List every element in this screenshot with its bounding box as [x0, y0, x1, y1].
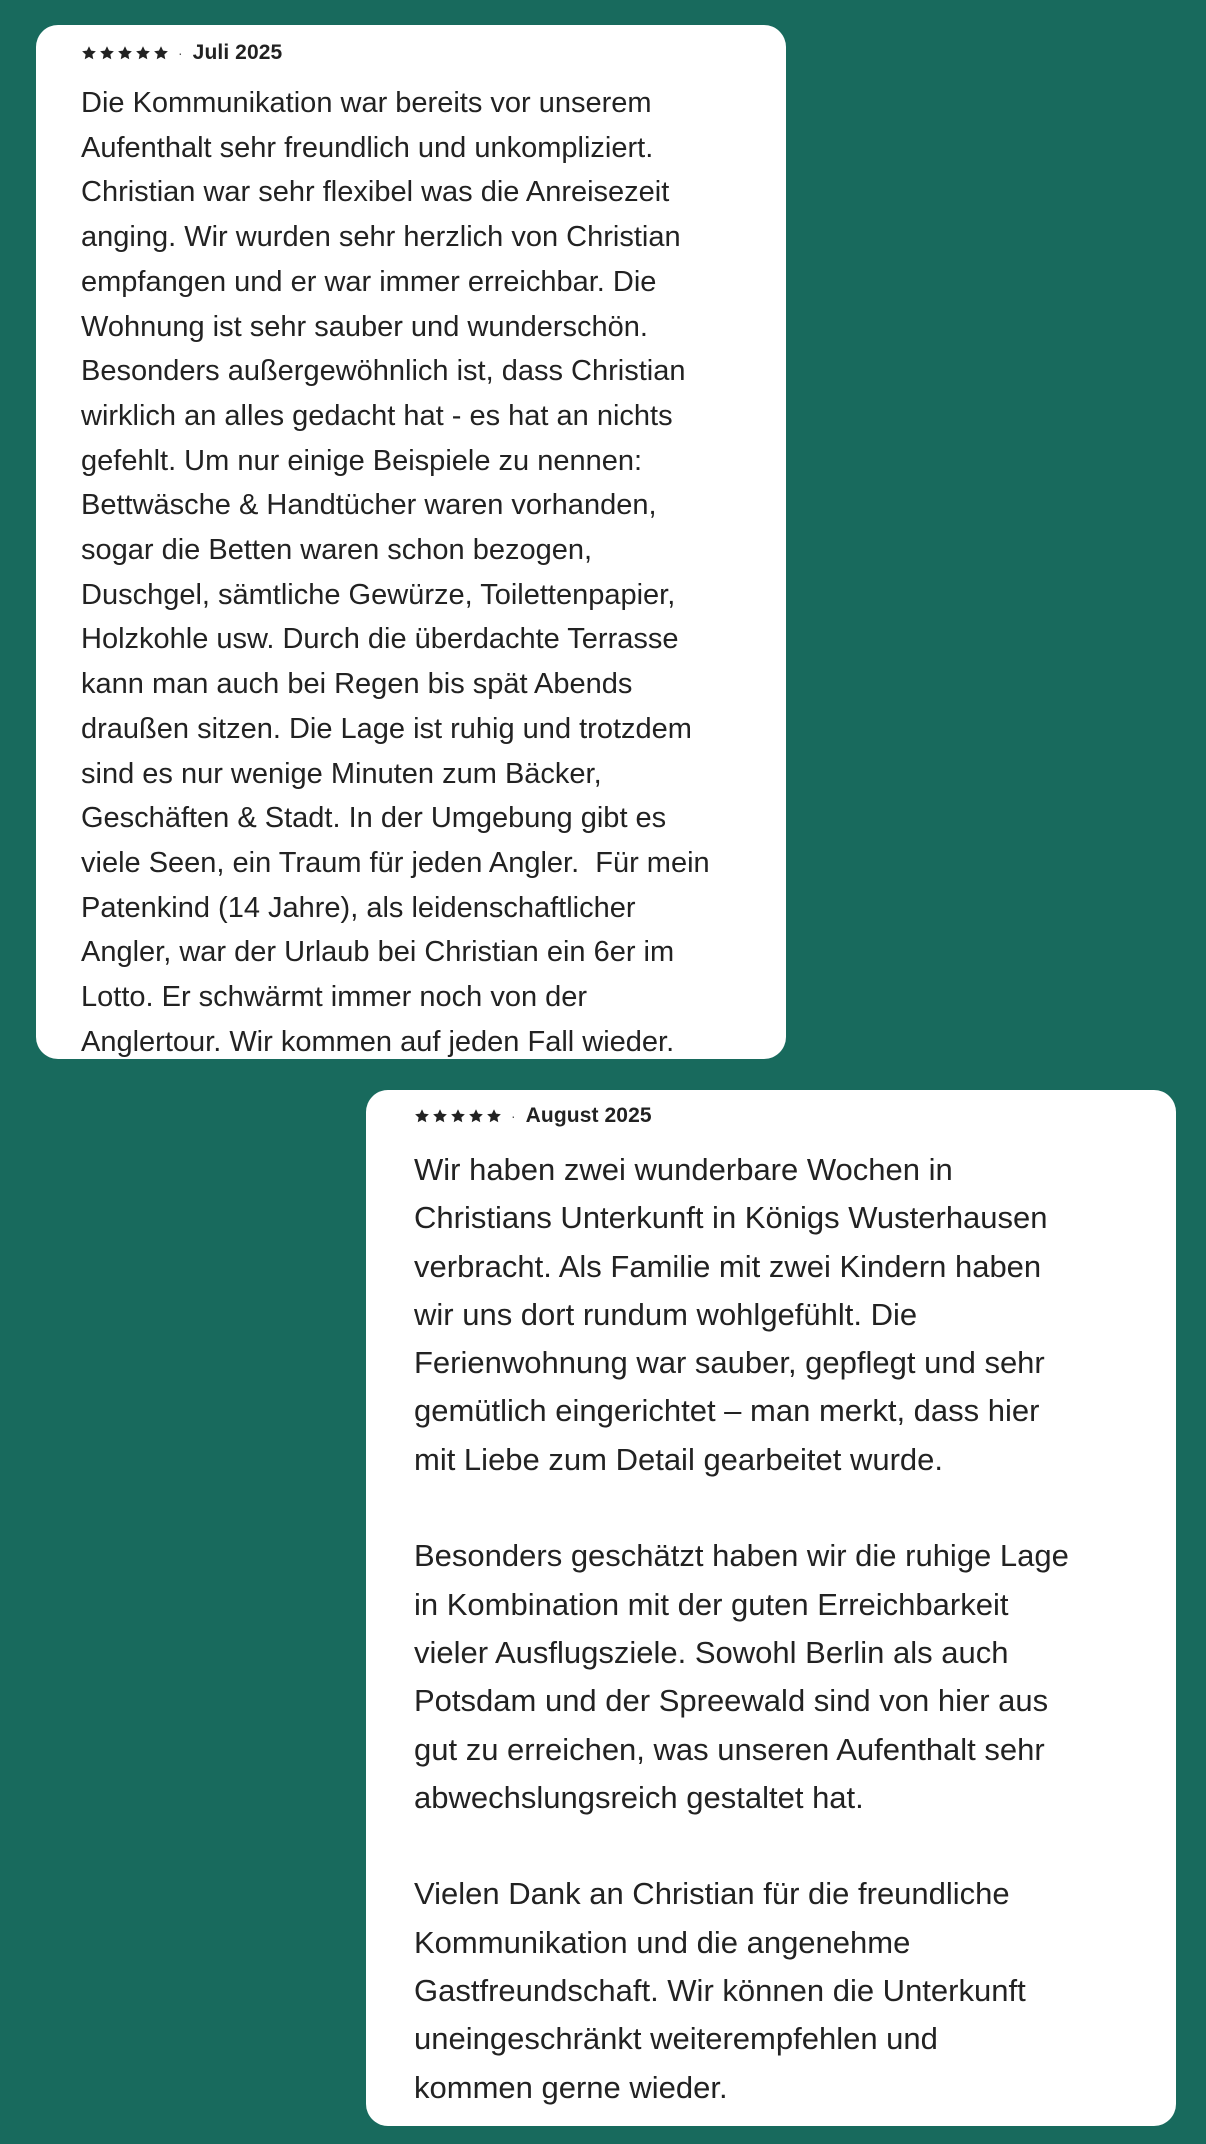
- review-meta: [414, 1104, 1136, 1128]
- star-icon: [432, 1108, 448, 1124]
- review-meta: [81, 41, 746, 65]
- meta-separator: ·: [178, 45, 183, 61]
- star-icon: [468, 1108, 484, 1124]
- meta-separator: ·: [511, 1108, 516, 1124]
- star-icon: [135, 45, 151, 61]
- star-icon: [153, 45, 169, 61]
- star-icon: [117, 45, 133, 61]
- rating-stars: [81, 45, 169, 61]
- review-card: [366, 1090, 1176, 2126]
- review-text: Wir haben zwei wunderbare Wochen in Christians Unterkunft in Königs Wusterhausen verbracht. Als Familie mit zwei Kindern haben wir uns dort rundum wohlgefühlt. Die Ferienwohnung war sauber, gepflegt und sehr gemütlich eingerichtet – man merkt, dass hier mit Liebe zum Detail gearbeitet wurde. Besonders geschätzt haben wir die ruhige Lage in Kombination mit der guten Erreichbarkeit vieler Ausflugsziele. Sowohl Berlin als auch Potsdam und der Spreewald sind von hier aus gut zu erreichen, was unseren Aufenthalt sehr abwechslungsreich gestaltet hat. Vielen Dank an Christian für die freundliche Kommunikation und die angenehme Gastfreundschaft. Wir können die Unterkunft uneingeschränkt weiterempfehlen und kommen gerne wieder.: [414, 1152, 1069, 2105]
- star-icon: [450, 1108, 466, 1124]
- star-icon: [99, 45, 115, 61]
- review-card: [36, 25, 786, 1059]
- review-date: Juli 2025: [192, 41, 283, 64]
- star-icon: [486, 1108, 502, 1124]
- review-date: August 2025: [525, 1104, 652, 1127]
- star-icon: [81, 45, 97, 61]
- rating-stars: [414, 1108, 502, 1124]
- review-text: Die Kommunikation war bereits vor unserem Aufenthalt sehr freundlich und unkompliziert. Christian war sehr flexibel was die Anreisezeit anging. Wir wurden sehr herzlich von Christian empfangen und er war immer erreichbar. Die Wohnung ist sehr sauber und wunderschön. Besonders außergewöhnlich ist, dass Christian wirklich an alles gedacht hat - es hat an nichts gefehlt. Um nur einige Beispiele zu nennen: Bettwäsche & Handtücher waren vorhanden, sogar die Betten waren schon bezogen, Duschgel, sämtliche Gewürze, Toilettenpapier, Holzkohle usw. Durch die überdachte Terrasse kann man auch bei Regen bis spät Abends draußen sitzen. Die Lage ist ruhig und trotzdem sind es nur wenige Minuten zum Bäcker, Geschäften & Stadt. In der Umgebung gibt es viele Seen, ein Traum für jeden Angler. Für mein Patenkind (14 Jahre), als leidenschaftlicher Angler, war der Urlaub bei Christian ein 6er im Lotto. Er schwärmt immer noch von der Anglertour. Wir kommen auf jeden Fall wieder.: [81, 87, 710, 1058]
- star-icon: [414, 1108, 430, 1124]
